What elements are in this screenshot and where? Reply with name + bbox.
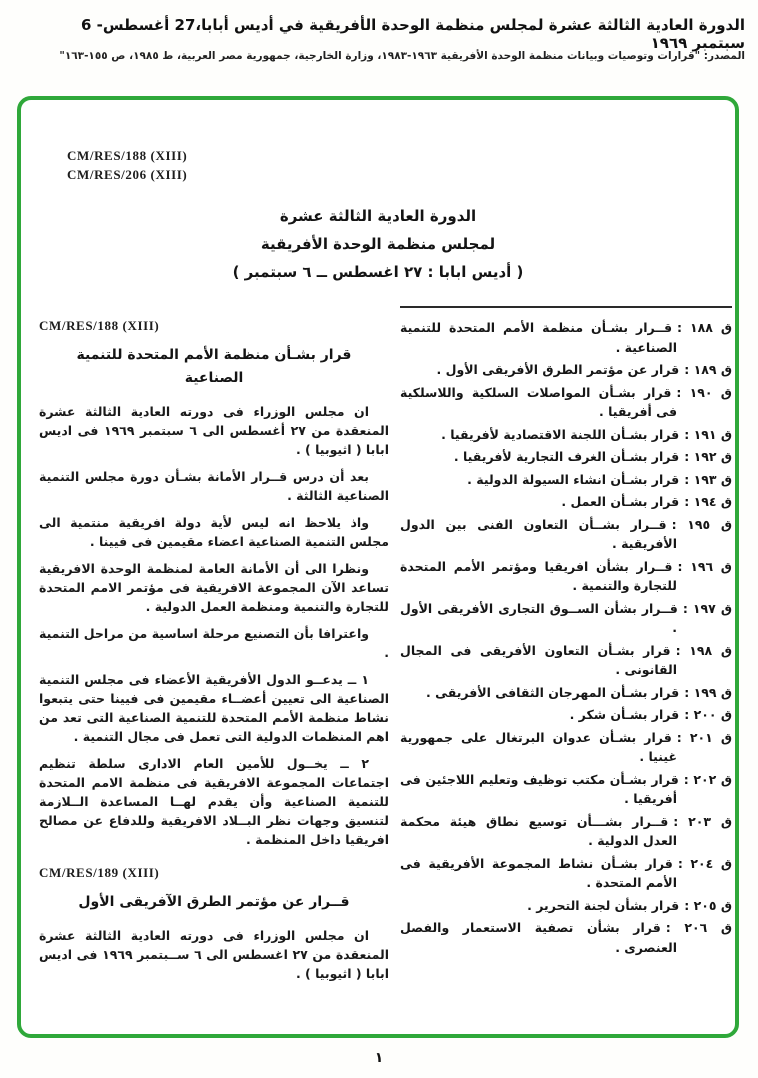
index-item-number: ق ١٩٠ :	[676, 384, 732, 400]
session-title-line: الدورة العادية الثالثة عشرة	[279, 207, 477, 225]
index-item-number: ق ١٩٤ :	[684, 494, 732, 509]
index-item-number: ق ١٩٨ :	[675, 642, 732, 658]
index-item-number: ق ١٩٧ :	[682, 600, 733, 616]
index-item-number: ق ١٩٥ :	[671, 516, 732, 532]
index-item	[400, 515, 732, 554]
index-item-text: قرار عن مؤتمر الطرق الأفريقى الأول .	[436, 362, 680, 377]
session-title	[21, 202, 735, 286]
index-divider-rule	[400, 306, 732, 308]
index-item	[400, 360, 732, 380]
index-item-number: ق ١٨٩ :	[684, 362, 732, 377]
resolutions-index	[400, 306, 732, 960]
index-item	[400, 557, 732, 596]
resolution-paragraph: واذ يلاحظ انه ليس لأية دولة افريقية منتمية الى مجلس التنمية الصناعية اعضاء مقيمين فى فيينا .	[39, 515, 389, 549]
resolution-189-ref: CM/RES/189 (XIII)	[39, 865, 160, 880]
scan-frame	[17, 96, 739, 1038]
index-item-number: ق ٢٠٤ :	[677, 855, 732, 871]
index-item-number: ق ١٩٢ :	[684, 449, 732, 464]
index-item	[400, 425, 732, 445]
index-item-text: قــرار بشأن الســوق التجارى الأفريقى الأول .	[400, 600, 678, 635]
resolution-188-title: قرار بشـأن منظمة الأمم المتحدة للتنمية الصناعية	[76, 347, 352, 386]
index-item	[400, 812, 732, 851]
index-item-text: قرار بشـأن المواصلات السلكية واللاسلكية فى أفريقيا .	[400, 384, 677, 419]
index-item-number: ق ١٩١ :	[684, 426, 732, 442]
resolution-188-ref: CM/RES/188 (XIII)	[39, 318, 160, 333]
index-item	[400, 854, 732, 893]
index-item	[400, 318, 732, 357]
resolution-paragraph: ونظرا الى أن الأمانة العامة لمنظمة الوحدة الافريقية تساعد الآن المجموعة الافريقية فى مؤتمر الامم المتحدة للتجارة والتنمية ومنظمة العمل الدولية .	[39, 561, 389, 614]
resolution-paragraph: ان مجلس الوزراء فى دورته العادية الثالثة عشرة المنعقدة من ٢٧ اغسطس الى ٦ ســبتمبر ١٩٦٩ فى اديس ابابا ( اثيوبيا ) .	[39, 928, 389, 981]
session-title-line: لمجلس منظمة الوحدة الأفريقية	[260, 235, 496, 253]
index-item-text: قرار بشـأن عدوان البرتغال على جمهورية غينيا .	[400, 729, 677, 764]
resolution-paragraph: ٢ ــ يخــول للأمين العام الادارى سلطة تنظيم اجتماعات المجموعة الافريقية فى منظمة الامم المتحدة للتنمية الصناعية وأن يقدم لهــا المساعدة الــلازمة لتنسيق وجهات نظر البــلاد الافريقية وللدفاع عن مصالح افريقيا داخل المنظمة .	[39, 756, 389, 847]
page-number: ١	[374, 1050, 384, 1066]
index-item	[400, 770, 732, 809]
index-item	[400, 728, 732, 767]
index-item-text: قرار بشأن تصفية الاستعمار والفصل العنصرى .	[400, 920, 677, 955]
header-title: الدورة العادية الثالثة عشرة لمجلس منظمة الوحدة الأفريقية في أديس أبابا،27 أغسطس- 6 سبتمبر ١٩٦٩	[80, 16, 745, 52]
resolution-paragraph: ١ ــ يدعــو الدول الأفريقية الأعضاء فى مجلس التنمية الصناعية الى تعيين أعضــاء مقيمين فى فيينا حتى يتبعوا نشاط منظمة الأمم المتحدة للتنمية الصناعية التى تعد من اهم المنظمات الدولية التى تعمل فى مجال التنمية .	[39, 672, 389, 744]
top-reference-codes	[67, 146, 187, 184]
resolution-paragraph: ان مجلس الوزراء فى دورته العادية الثالثة عشرة المنعقدة من ٢٧ أغسطس الى ٦ سبتمبر ١٩٦٩ فى اديس ابابا ( اثيوبيا ) .	[39, 404, 389, 457]
index-item-text: قرار بشـأن شكر .	[569, 707, 680, 722]
index-item	[400, 383, 732, 422]
index-item	[400, 447, 732, 467]
index-item-text: قــرار بشـــأن توسيع نطاق هيئة محكمة العدل الدولية .	[400, 813, 677, 848]
index-item-text: قرار بشـأن مكتب توظيف وتعليم اللاجئين فى أفريقيا .	[400, 771, 679, 806]
index-item	[400, 683, 732, 703]
header-source: المصدر: "قرارات وتوصيات وبيانات منظمة الوحدة الأفريقية ١٩٦٣-١٩٨٣، وزارة الخارجية، جمهورية مصر العربية، ط ١٩٨٥، ص ١٥٥-١٦٣"	[59, 50, 745, 62]
index-item	[400, 492, 732, 512]
index-item-text: قرار بشـأن المهرجان الثقافى الأفريقى .	[425, 684, 680, 700]
index-item	[400, 599, 732, 638]
resolution-188	[39, 318, 389, 849]
index-item	[400, 896, 732, 916]
index-item-number: ق ٢٠٠ :	[684, 707, 732, 722]
resolution-189	[39, 865, 389, 983]
index-item-text: قرار بشـأن اللجنة الاقتصادية لأفريقيا .	[441, 426, 680, 442]
index-item-text: قــرار بشــأن التعاون الفنى بين الدول الأفريقية .	[400, 516, 677, 551]
index-item-text: قرار بشـأن العمل .	[561, 494, 680, 509]
index-item-number: ق ١٩٩ :	[684, 684, 732, 700]
resolutions-text-column	[39, 318, 389, 991]
index-item	[400, 705, 732, 725]
index-item-number: ق ١٩٦ :	[677, 558, 732, 574]
index-item-number: ق ١٨٨ :	[677, 320, 732, 335]
index-item	[400, 470, 732, 490]
index-item	[400, 918, 732, 957]
index-item-text: قــرار بشأن افريقيا ومؤتمر الأمم المتحدة للتجارة والتنمية .	[400, 558, 677, 593]
index-item-number: ق ٢٠١ :	[676, 729, 733, 745]
index-item-number: ق ١٩٣ :	[684, 471, 732, 487]
index-item	[400, 641, 732, 680]
index-item-text: قرار بشـأن نشاط المجموعة الأفريقية فى الأمم المتحدة .	[400, 855, 677, 890]
resolution-paragraph: واعترافا بأن التصنيع مرحلة اساسية من مراحل التنمية .	[39, 626, 389, 660]
reference-code-206: CM/RES/206 (XIII)	[67, 167, 188, 182]
index-item-number: ق ٢٠٥ :	[684, 897, 732, 913]
reference-code-188: CM/RES/188 (XIII)	[67, 148, 188, 163]
resolution-paragraph: بعد أن درس قــرار الأمانة بشـأن دورة مجلس التنمية الصناعية الثالثة .	[39, 469, 389, 503]
index-item-number: ق ٢٠٦ :	[665, 920, 732, 935]
index-item-text: قرار بشـأن الغرف التجارية لأفريقيا .	[453, 449, 680, 464]
index-item-text: قرار بشـأن التعاون الأفريقى فى المجال القانونى .	[400, 642, 677, 677]
index-item-number: ق ٢٠٣ :	[673, 813, 733, 829]
index-item-number: ق ٢٠٢ :	[683, 771, 732, 787]
session-title-line: ( أديس ابابا : ٢٧ اغسطس ــ ٦ سبتمبر )	[232, 263, 524, 281]
index-item-text: قــرار بشـأن منظمة الأمم المتحدة للتنمية الصناعية .	[400, 320, 677, 355]
index-item-text: قرار بشـأن انشاء السيولة الدولية .	[467, 471, 680, 487]
index-item-text: قرار بشأن لجنة التحرير .	[527, 897, 680, 913]
resolution-189-title: قــرار عن مؤتمر الطرق الآفريقى الأول	[78, 894, 350, 910]
